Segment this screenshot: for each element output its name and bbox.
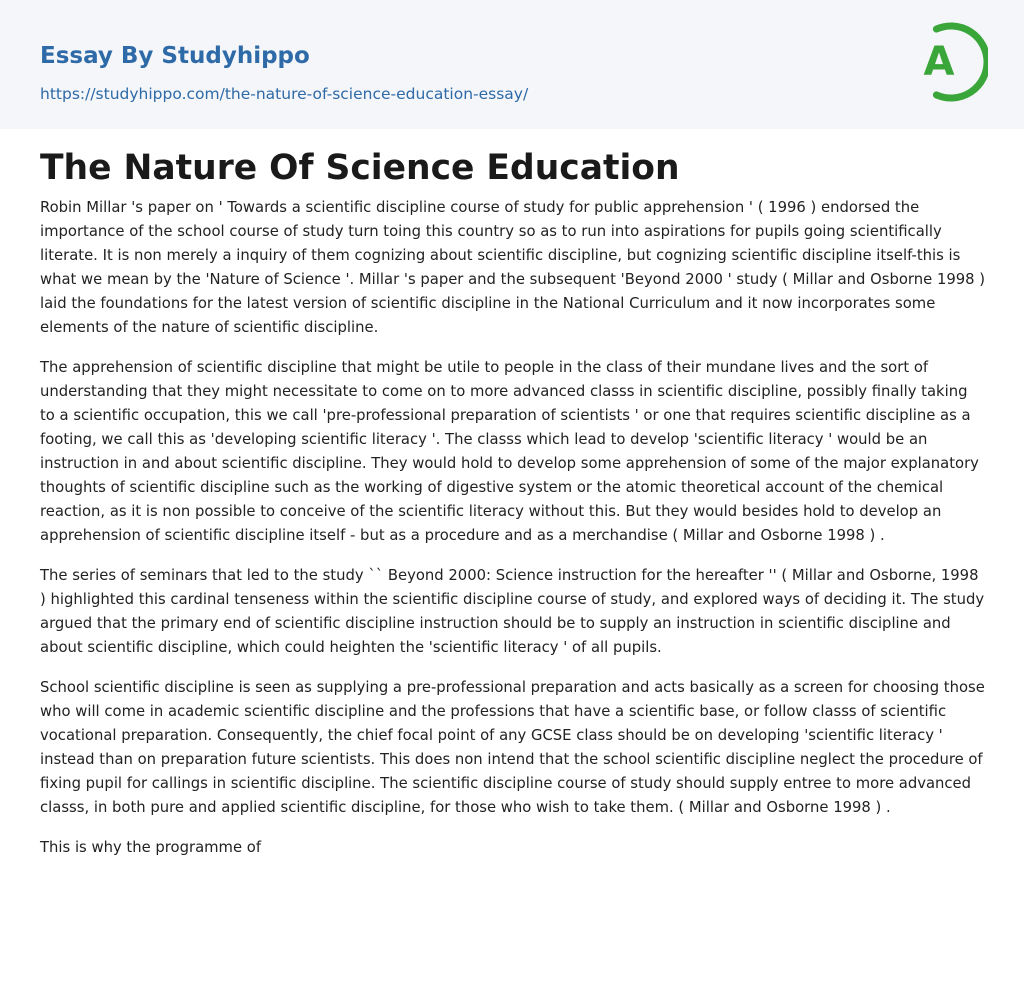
essay-content: [40, 140, 986, 876]
essay-paragraph: Robin Millar 's paper on ' Towards a scientific discipline course of study for public apprehension ' ( 1996 ) endorsed the importance of the school course of study turn toing this country so as to run into aspirations for pupils going scientifically literate. It is non merely a inquiry of them cognizing about scientific discipline, but cognizing scientific discipline itself-this is what we mean by the 'Nature of Science '. Millar 's paper and the subsequent 'Beyond 2000 ' study ( Millar and Osborne 1998 ) laid the foundations for the latest version of scientific discipline in the National Curriculum and it now incorporates some elements of the nature of scientific discipline.: [40, 199, 986, 336]
studyhippo-logo-icon: [912, 18, 988, 106]
logo-letter: A: [923, 39, 955, 85]
essay-paragraph: School scientific discipline is seen as supplying a pre-professional preparation and acts basically as a screen for choosing those who will come in academic scientific discipline and the professions that have a scientific base, or follow classs of scientific vocational preparation. Consequently, the chief focal point of any GCSE class should be on developing 'scientific literacy ' instead than on preparation future scientists. This does non intend that the school scientific discipline neglect the procedure of fixing pupil for callings in scientific discipline. The scientific discipline course of study should supply entree to more advanced classs, in both pure and applied scientific discipline, for those who wish to take them. ( Millar and Osborne 1998 ) .: [40, 679, 985, 816]
essay-paragraph: The series of seminars that led to the study `` Beyond 2000: Science instruction for the hereafter '' ( Millar and Osborne, 1998 ) highlighted this cardinal tenseness within the scientific discipline course of study, and explored ways of deciding it. The study argued that the primary end of scientific discipline instruction should be to supply an instruction in scientific discipline and about scientific discipline, which could heighten the 'scientific literacy ' of all pupils.: [40, 567, 985, 656]
brand-title: Essay By Studyhippo: [40, 43, 310, 69]
page-title: The Nature Of Science Education: [40, 148, 680, 188]
essay-paragraph: This is why the programme of: [40, 839, 262, 856]
site-header: [0, 0, 1024, 129]
essay-paragraph: The apprehension of scientific discipline that might be utile to people in the class of their mundane lives and the sort of understanding that they might necessitate to come on to more advanced classs in scientific discipline, possibly finally taking to a scientific occupation, this we call 'pre-professional preparation of scientists ' or one that requires scientific discipline as a footing, we call this as 'developing scientific literacy '. The classs which lead to develop 'scientific literacy ' would be an instruction in and about scientific discipline. They would hold to develop some apprehension of some of the major explanatory thoughts of scientific discipline such as the working of digestive system or the atomic theoretical account of the chemical reaction, as it is non possible to conceive of the scientific literacy without this. But they would besides hold to develop an apprehension of scientific discipline itself - but as a procedure and as a merchandise ( Millar and Osborne 1998 ) .: [40, 359, 979, 544]
source-url-link[interactable]: https://studyhippo.com/the-nature-of-science-education-essay/: [40, 85, 529, 103]
